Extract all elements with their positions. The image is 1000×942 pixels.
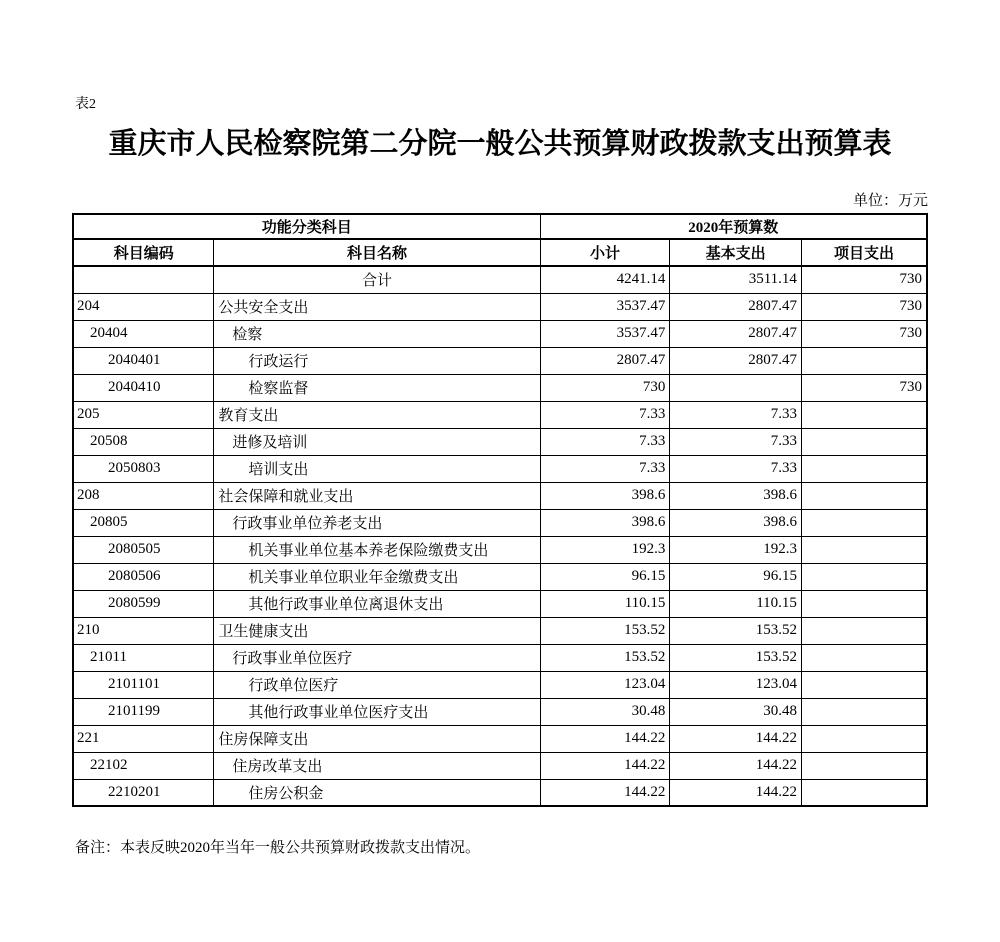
table-row — [73, 644, 927, 671]
table-row — [73, 266, 927, 293]
subject-code-cell: 20404 — [73, 320, 214, 347]
subject-code-cell: 221 — [73, 725, 214, 752]
subject-code-cell: 2050803 — [73, 455, 214, 482]
subject-code-cell: 2080599 — [73, 590, 214, 617]
subject-name-cell: 社会保障和就业支出 — [214, 482, 540, 509]
basic-expenditure-cell: 398.6 — [670, 482, 802, 509]
subtotal-cell: 110.15 — [540, 590, 670, 617]
project-expenditure-cell — [801, 698, 927, 725]
subtotal-cell: 144.22 — [540, 752, 670, 779]
project-expenditure-cell — [801, 590, 927, 617]
footnote: 备注：本表反映2020年当年一般公共预算财政拨款支出情况。 — [75, 840, 481, 856]
basic-expenditure-cell: 398.6 — [670, 509, 802, 536]
table-row — [73, 617, 927, 644]
project-expenditure-cell — [801, 455, 927, 482]
subtotal-cell: 2807.47 — [540, 347, 670, 374]
subject-name-cell: 机关事业单位基本养老保险缴费支出 — [214, 536, 540, 563]
project-expenditure-cell — [801, 536, 927, 563]
subject-code-cell: 210 — [73, 617, 214, 644]
subtotal-cell: 7.33 — [540, 455, 670, 482]
table-body — [73, 266, 927, 806]
basic-expenditure-cell: 144.22 — [670, 752, 802, 779]
subject-code-cell: 2040410 — [73, 374, 214, 401]
subject-code-cell: 205 — [73, 401, 214, 428]
subject-code-cell: 2040401 — [73, 347, 214, 374]
basic-expenditure-cell — [670, 374, 802, 401]
table-row — [73, 428, 927, 455]
project-expenditure-cell — [801, 725, 927, 752]
subtotal-cell: 123.04 — [540, 671, 670, 698]
subject-code-cell: 22102 — [73, 752, 214, 779]
table-row — [73, 401, 927, 428]
subtotal-cell: 398.6 — [540, 509, 670, 536]
subtotal-cell: 96.15 — [540, 563, 670, 590]
basic-expenditure-cell: 2807.47 — [670, 347, 802, 374]
table-row — [73, 293, 927, 320]
project-expenditure-cell — [801, 482, 927, 509]
basic-expenditure-cell: 144.22 — [670, 779, 802, 806]
unit-label: 单位：万元 — [852, 193, 928, 209]
project-expenditure-cell — [801, 644, 927, 671]
table-row — [73, 590, 927, 617]
subject-code-cell: 21011 — [73, 644, 214, 671]
subtotal-cell: 192.3 — [540, 536, 670, 563]
project-expenditure-cell — [801, 779, 927, 806]
subtotal-cell: 144.22 — [540, 725, 670, 752]
table-row — [73, 725, 927, 752]
subject-name-cell: 教育支出 — [214, 401, 540, 428]
basic-expenditure-cell: 3511.14 — [670, 266, 802, 293]
project-expenditure-cell — [801, 401, 927, 428]
subject-name-cell: 进修及培训 — [214, 428, 540, 455]
table-row — [73, 320, 927, 347]
page-title: 重庆市人民检察院第二分院一般公共预算财政拨款支出预算表 — [108, 128, 892, 160]
subject-name-cell: 机关事业单位职业年金缴费支出 — [214, 563, 540, 590]
budget-table — [72, 213, 928, 807]
subtotal-cell: 730 — [540, 374, 670, 401]
subtotal-cell: 144.22 — [540, 779, 670, 806]
table-row — [73, 509, 927, 536]
subject-name-cell: 住房改革支出 — [214, 752, 540, 779]
project-expenditure-cell — [801, 617, 927, 644]
subject-name-cell: 行政单位医疗 — [214, 671, 540, 698]
basic-expenditure-cell: 123.04 — [670, 671, 802, 698]
subject-name-cell: 其他行政事业单位医疗支出 — [214, 698, 540, 725]
header-subject-name: 科目名称 — [214, 239, 540, 266]
subtotal-cell: 4241.14 — [540, 266, 670, 293]
subtotal-cell: 153.52 — [540, 644, 670, 671]
subtotal-cell: 153.52 — [540, 617, 670, 644]
subject-name-cell: 合计 — [214, 266, 540, 293]
subject-code-cell: 20805 — [73, 509, 214, 536]
project-expenditure-cell — [801, 347, 927, 374]
header-group-row — [73, 214, 927, 239]
table-row — [73, 779, 927, 806]
table-row — [73, 752, 927, 779]
header-column-row — [73, 239, 927, 266]
table-row — [73, 698, 927, 725]
header-budget-2020: 2020年预算数 — [540, 214, 927, 239]
subject-name-cell: 培训支出 — [214, 455, 540, 482]
basic-expenditure-cell: 7.33 — [670, 401, 802, 428]
project-expenditure-cell: 730 — [801, 293, 927, 320]
project-expenditure-cell — [801, 563, 927, 590]
basic-expenditure-cell: 30.48 — [670, 698, 802, 725]
basic-expenditure-cell: 7.33 — [670, 455, 802, 482]
project-expenditure-cell: 730 — [801, 266, 927, 293]
header-function-classification: 功能分类科目 — [73, 214, 540, 239]
subject-name-cell: 行政事业单位养老支出 — [214, 509, 540, 536]
subject-code-cell: 2080505 — [73, 536, 214, 563]
basic-expenditure-cell: 153.52 — [670, 644, 802, 671]
table-row — [73, 347, 927, 374]
subject-name-cell: 公共安全支出 — [214, 293, 540, 320]
header-project-expenditure: 项目支出 — [801, 239, 927, 266]
subject-code-cell: 20508 — [73, 428, 214, 455]
basic-expenditure-cell: 110.15 — [670, 590, 802, 617]
subtotal-cell: 7.33 — [540, 428, 670, 455]
subtotal-cell: 30.48 — [540, 698, 670, 725]
subject-name-cell: 检察监督 — [214, 374, 540, 401]
subject-name-cell: 行政事业单位医疗 — [214, 644, 540, 671]
subtotal-cell: 3537.47 — [540, 293, 670, 320]
project-expenditure-cell — [801, 752, 927, 779]
subject-name-cell: 卫生健康支出 — [214, 617, 540, 644]
subject-code-cell: 2101101 — [73, 671, 214, 698]
table-row — [73, 563, 927, 590]
header-subject-code: 科目编码 — [73, 239, 214, 266]
project-expenditure-cell: 730 — [801, 374, 927, 401]
basic-expenditure-cell: 96.15 — [670, 563, 802, 590]
project-expenditure-cell — [801, 671, 927, 698]
project-expenditure-cell — [801, 509, 927, 536]
subject-code-cell — [73, 266, 214, 293]
subject-code-cell: 2080506 — [73, 563, 214, 590]
subject-name-cell: 行政运行 — [214, 347, 540, 374]
project-expenditure-cell — [801, 428, 927, 455]
subject-name-cell: 其他行政事业单位离退休支出 — [214, 590, 540, 617]
table-row — [73, 374, 927, 401]
basic-expenditure-cell: 2807.47 — [670, 293, 802, 320]
subtotal-cell: 3537.47 — [540, 320, 670, 347]
basic-expenditure-cell: 153.52 — [670, 617, 802, 644]
basic-expenditure-cell: 192.3 — [670, 536, 802, 563]
subject-name-cell: 住房公积金 — [214, 779, 540, 806]
header-basic-expenditure: 基本支出 — [670, 239, 802, 266]
subject-name-cell: 住房保障支出 — [214, 725, 540, 752]
subject-name-cell: 检察 — [214, 320, 540, 347]
basic-expenditure-cell: 7.33 — [670, 428, 802, 455]
subject-code-cell: 204 — [73, 293, 214, 320]
subject-code-cell: 2101199 — [73, 698, 214, 725]
subtotal-cell: 398.6 — [540, 482, 670, 509]
table-row — [73, 671, 927, 698]
subject-code-cell: 2210201 — [73, 779, 214, 806]
table-row — [73, 536, 927, 563]
basic-expenditure-cell: 2807.47 — [670, 320, 802, 347]
subject-code-cell: 208 — [73, 482, 214, 509]
project-expenditure-cell: 730 — [801, 320, 927, 347]
table-header — [73, 214, 927, 266]
table-row — [73, 482, 927, 509]
subtotal-cell: 7.33 — [540, 401, 670, 428]
basic-expenditure-cell: 144.22 — [670, 725, 802, 752]
table-row — [73, 455, 927, 482]
sheet-number-label: 表2 — [75, 97, 96, 112]
header-subtotal: 小计 — [540, 239, 670, 266]
